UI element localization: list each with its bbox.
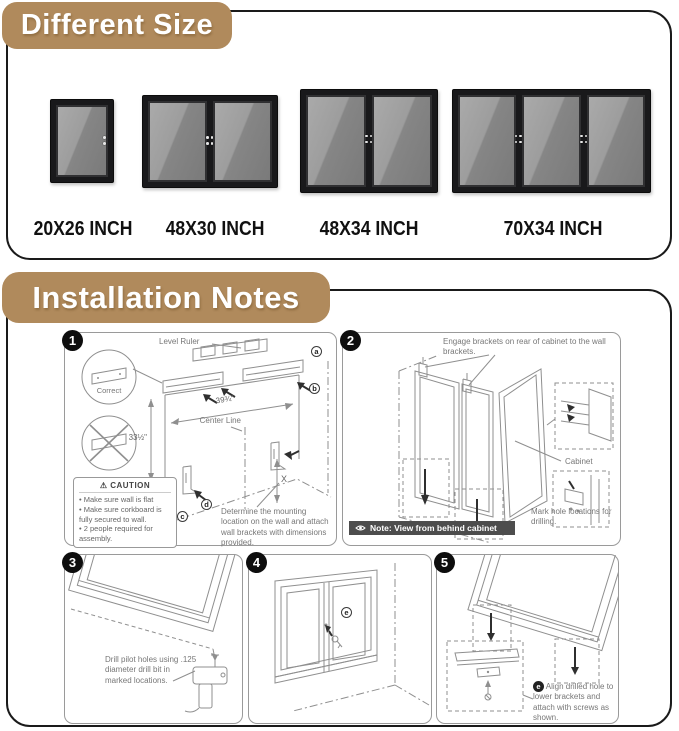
callout-c: c	[177, 511, 188, 522]
caution-list	[79, 495, 171, 544]
callout-b: b	[309, 383, 320, 394]
cabinet-door	[213, 101, 272, 182]
cabinet-door	[56, 105, 108, 177]
width-dimension: 39¾"	[215, 393, 235, 406]
cabinet-door	[306, 95, 366, 187]
step-3-panel	[64, 554, 243, 724]
installation-notes-section	[6, 289, 672, 727]
cabinet-door	[148, 101, 207, 182]
warning-icon: ⚠	[99, 481, 108, 490]
cabinet-70x34	[452, 89, 651, 193]
step-4-badge: 4	[246, 552, 267, 573]
step-1-note: Determine the mounting location on the wall and attach wall brackets with dimensions provided.	[221, 507, 329, 548]
banner-text: Note: View from behind cabinet	[370, 523, 497, 533]
step-2-panel	[342, 332, 621, 546]
cabinet-door	[372, 95, 432, 187]
installation-notes-header	[2, 272, 330, 323]
caution-title	[79, 481, 171, 493]
cabinet-door	[458, 95, 516, 187]
eye-icon	[355, 524, 366, 532]
height-dimension: 33½"	[128, 433, 147, 442]
different-size-header	[2, 2, 232, 49]
cabinet-label: Cabinet	[565, 457, 593, 466]
behind-cabinet-banner	[349, 521, 515, 535]
callout-d: d	[201, 499, 212, 510]
size-label-20x26: 20X26 INCH	[33, 218, 133, 240]
caution-item: • Make sure wall is flat	[79, 495, 171, 505]
step-5-note-block	[533, 681, 615, 724]
drill-pilot-holes-diagram	[65, 555, 242, 723]
cabinet-door	[522, 95, 580, 187]
step-5-badge: 5	[434, 552, 455, 573]
x-dimension-label: X	[281, 474, 288, 484]
door-lock-icon	[580, 135, 587, 145]
step-2-badge: 2	[340, 330, 361, 351]
size-label-48x30: 48X30 INCH	[165, 218, 265, 240]
size-label-70x34: 70X34 INCH	[503, 218, 603, 240]
step-5-panel	[436, 554, 619, 724]
caution-box	[73, 477, 177, 548]
different-size-title: Different Size	[20, 9, 214, 41]
callout-e: e	[533, 681, 544, 692]
door-lock-icon	[206, 136, 213, 146]
step-3-badge: 3	[62, 552, 83, 573]
cabinet-door	[587, 95, 645, 187]
caution-item: • 2 people required for assembly.	[79, 524, 171, 544]
installation-notes-title: Installation Notes	[32, 279, 300, 315]
door-lock-icon	[515, 135, 522, 145]
step-4-panel	[248, 554, 432, 724]
lock-cabinet-diagram	[249, 555, 431, 723]
cabinet-48x34	[300, 89, 438, 193]
step-1-badge: 1	[62, 330, 83, 351]
cabinet-20x26	[50, 99, 114, 183]
cabinet-48x30	[142, 95, 278, 188]
step-1-panel	[64, 332, 337, 546]
correct-label: Correct	[96, 386, 122, 395]
caution-title-text: CAUTION	[110, 481, 151, 490]
caution-item: • Make sure corkboard is fully secured to wall.	[79, 505, 171, 525]
size-label-48x34: 48X34 INCH	[319, 218, 419, 240]
step-5-note: Align drilled hole to lower brackets and attach with screws as shown.	[533, 682, 614, 723]
engage-brackets-note: Engage brackets on rear of cabinet to the wall brackets.	[443, 337, 606, 357]
center-line-label: Center Line	[199, 416, 241, 425]
door-lock-icon	[103, 136, 110, 146]
door-lock-icon	[365, 135, 372, 145]
step-3-note: Drill pilot holes using .125 diameter drill bit in marked locations.	[105, 655, 197, 685]
callout-a: a	[311, 346, 322, 357]
callout-e: e	[341, 607, 352, 618]
level-ruler-label: Level Ruler	[159, 337, 200, 346]
mark-holes-note: Mark hole locations for drilling.	[531, 507, 612, 527]
